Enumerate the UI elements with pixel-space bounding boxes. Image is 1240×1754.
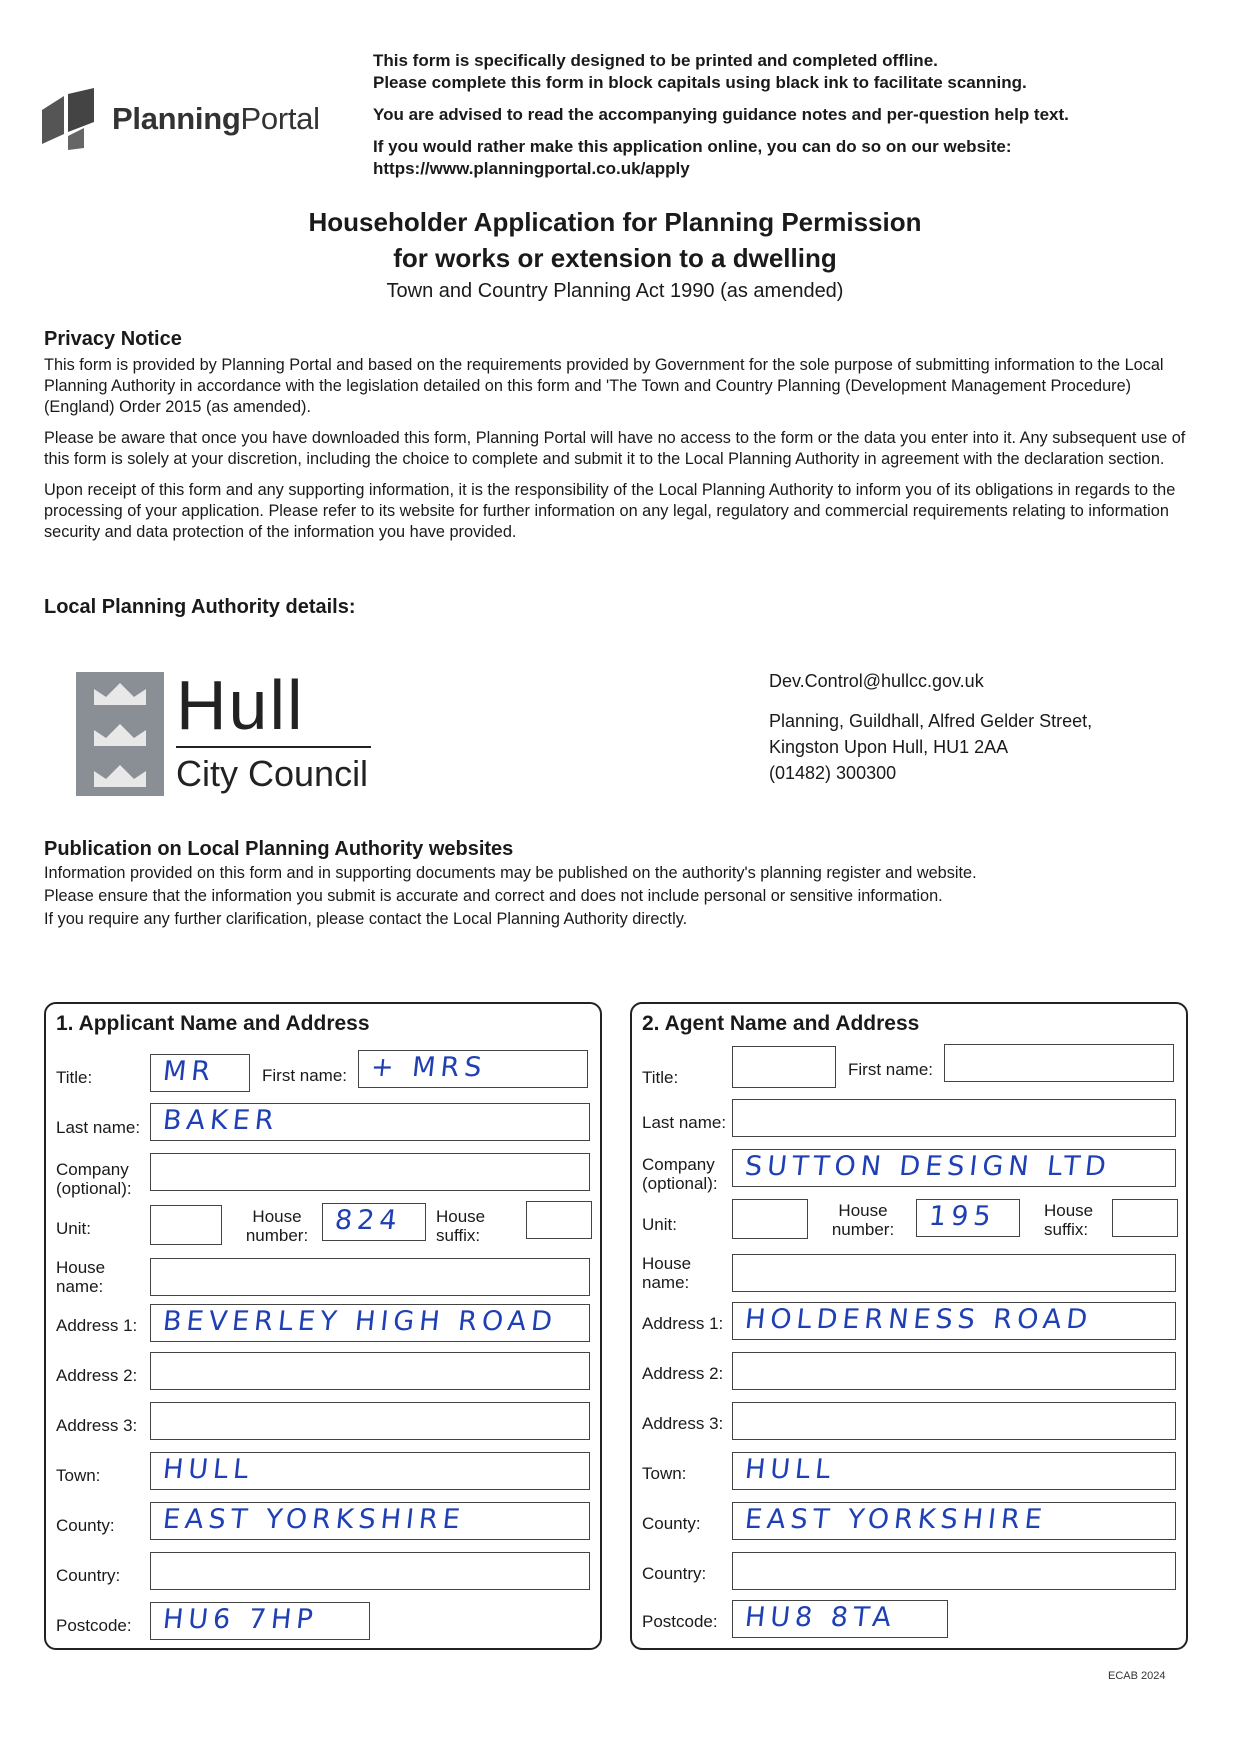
applicant-house-number-field[interactable]: 824 xyxy=(322,1203,426,1241)
postcode-label: Postcode: xyxy=(642,1612,718,1631)
agent-first-name-field[interactable] xyxy=(944,1044,1174,1082)
house-number-label: House number: xyxy=(831,1201,895,1239)
three-crowns-crest-icon xyxy=(76,672,164,796)
lpa-address-line: Planning, Guildhall, Alfred Gelder Street, xyxy=(769,711,1093,731)
address3-label: Address 3: xyxy=(56,1416,138,1435)
house-suffix-label: House suffix: xyxy=(1044,1201,1094,1239)
town-label: Town: xyxy=(56,1466,101,1485)
lpa-contact-details xyxy=(769,668,1092,786)
privacy-notice xyxy=(44,328,1194,553)
agent-house-number-field[interactable]: 195 xyxy=(916,1199,1020,1237)
address2-label: Address 2: xyxy=(642,1364,724,1383)
form-title-line2: for works or extension to a dwelling xyxy=(393,243,837,273)
lpa-heading: Local Planning Authority details: xyxy=(44,596,356,618)
country-label: Country: xyxy=(56,1566,121,1585)
address1-label: Address 1: xyxy=(642,1314,724,1333)
address3-label: Address 3: xyxy=(642,1414,724,1433)
applicant-heading: 1. Applicant Name and Address xyxy=(56,1012,370,1035)
form-title xyxy=(200,204,1030,303)
last-name-label: Last name: xyxy=(56,1118,141,1137)
intro-line: This form is specifically designed to be printed and completed offline. xyxy=(373,51,938,70)
agent-house-name-field[interactable] xyxy=(732,1254,1176,1292)
address2-label: Address 2: xyxy=(56,1366,138,1385)
title-label: Title: xyxy=(56,1068,93,1087)
agent-county-field[interactable]: EAST YORKSHIRE xyxy=(732,1502,1176,1540)
lpa-phone: (01482) 300300 xyxy=(769,763,897,783)
postcode-label: Postcode: xyxy=(56,1616,132,1635)
publication-line: Information provided on this form and in supporting documents may be published on the authority's planning register and website. xyxy=(44,864,977,882)
unit-label: Unit: xyxy=(642,1215,677,1234)
country-label: Country: xyxy=(642,1564,707,1583)
lpa-email[interactable]: Dev.Control@hullcc.gov.uk xyxy=(769,671,984,691)
form-subtitle: Town and Country Planning Act 1990 (as amended) xyxy=(386,280,844,302)
agent-address2-field[interactable] xyxy=(732,1352,1176,1390)
agent-company-field[interactable]: SUTTON DESIGN LTD xyxy=(732,1149,1176,1187)
applicant-first-name-field[interactable]: + MRS xyxy=(358,1050,588,1088)
hull-logo-name: Hull xyxy=(176,666,305,744)
privacy-paragraph: Please be aware that once you have downloaded this form, Planning Portal will have no access to the form or the data you enter into it. Any subsequent use of this form is solely at your discretion, including the choice to complete and submit it to the Local Planning Authority in agreement with the declaration section. xyxy=(44,429,1186,468)
agent-house-suffix-field[interactable] xyxy=(1112,1199,1178,1237)
privacy-heading: Privacy Notice xyxy=(44,328,182,350)
agent-unit-field[interactable] xyxy=(732,1199,808,1239)
hull-logo-subname: City Council xyxy=(176,753,369,794)
applicant-company-field[interactable] xyxy=(150,1153,590,1191)
applicant-country-field[interactable] xyxy=(150,1552,590,1590)
house-number-label: House number: xyxy=(245,1207,309,1245)
intro-instructions xyxy=(373,50,1193,190)
agent-heading: 2. Agent Name and Address xyxy=(642,1012,920,1035)
applicant-county-field[interactable]: EAST YORKSHIRE xyxy=(150,1502,590,1540)
first-name-label: First name: xyxy=(262,1066,348,1085)
form-title-line1: Householder Application for Planning Permission xyxy=(308,207,922,237)
intro-line: You are advised to read the accompanying guidance notes and per-question help text. xyxy=(373,105,1069,124)
applicant-house-suffix-field[interactable] xyxy=(526,1201,592,1239)
town-label: Town: xyxy=(642,1464,687,1483)
applicant-address3-field[interactable] xyxy=(150,1402,590,1440)
company-label: Company (optional): xyxy=(642,1155,718,1193)
agent-address3-field[interactable] xyxy=(732,1402,1176,1440)
applicant-panel xyxy=(44,1002,602,1650)
applicant-house-name-field[interactable] xyxy=(150,1258,590,1296)
planning-portal-wordmark: PlanningPortal xyxy=(112,101,320,136)
planning-portal-logo-icon xyxy=(40,88,100,150)
last-name-label: Last name: xyxy=(642,1113,727,1132)
house-suffix-label: House suffix: xyxy=(436,1207,486,1245)
title-label: Title: xyxy=(642,1068,679,1087)
lpa-address-line: Kingston Upon Hull, HU1 2AA xyxy=(769,737,1009,757)
applicant-title-field[interactable]: MR xyxy=(150,1054,250,1092)
agent-title-field[interactable] xyxy=(732,1046,836,1088)
applicant-address2-field[interactable] xyxy=(150,1352,590,1390)
agent-panel xyxy=(630,1002,1188,1650)
agent-country-field[interactable] xyxy=(732,1552,1176,1590)
applicant-address1-field[interactable]: BEVERLEY HIGH ROAD xyxy=(150,1304,590,1342)
applicant-last-name-field[interactable]: BAKER xyxy=(150,1103,590,1141)
first-name-label: First name: xyxy=(848,1060,934,1079)
form-code: ECAB 2024 xyxy=(1108,1670,1166,1682)
publication-heading: Publication on Local Planning Authority websites xyxy=(44,838,514,860)
agent-postcode-field[interactable]: HU8 8TA xyxy=(732,1600,948,1638)
publication-notice xyxy=(44,838,1194,932)
publication-line: If you require any further clarification, please contact the Local Planning Authority directly. xyxy=(44,910,688,928)
privacy-paragraph: This form is provided by Planning Portal and based on the requirements provided by Government for the sole purpose of submitting information to the Local Planning Authority in accordance with the legislation detailed on this form and 'The Town and Country Planning (Development Management Procedure) (England) Order 2015 (as amended). xyxy=(44,356,1164,416)
agent-address1-field[interactable]: HOLDERNESS ROAD xyxy=(732,1302,1176,1340)
hull-city-council-logo xyxy=(76,666,371,796)
county-label: County: xyxy=(642,1514,701,1533)
agent-last-name-field[interactable] xyxy=(732,1099,1176,1137)
planning-portal-logo xyxy=(40,88,320,150)
publication-line: Please ensure that the information you submit is accurate and correct and does not include personal or sensitive information. xyxy=(44,887,943,905)
address1-label: Address 1: xyxy=(56,1316,138,1335)
intro-line: If you would rather make this application online, you can do so on our website: xyxy=(373,137,1012,156)
county-label: County: xyxy=(56,1516,115,1535)
agent-town-field[interactable]: HULL xyxy=(732,1452,1176,1490)
applicant-unit-field[interactable] xyxy=(150,1205,222,1245)
unit-label: Unit: xyxy=(56,1219,91,1238)
house-name-label: House name: xyxy=(642,1254,692,1292)
applicant-town-field[interactable]: HULL xyxy=(150,1452,590,1490)
applicant-postcode-field[interactable]: HU6 7HP xyxy=(150,1602,370,1640)
privacy-paragraph: Upon receipt of this form and any supporting information, it is the responsibility of the Local Planning Authority to inform you of its obligations in regards to the processing of your application. Please refer to its website for further information on any legal, regulatory and commercial requirements relating to information security and data protection of the information you have provided. xyxy=(44,481,1176,541)
apply-online-link[interactable]: https://www.planningportal.co.uk/apply xyxy=(373,159,690,178)
company-label: Company (optional): xyxy=(56,1160,132,1198)
house-name-label: House name: xyxy=(56,1258,106,1296)
intro-line: Please complete this form in block capitals using black ink to facilitate scanning. xyxy=(373,73,1027,92)
